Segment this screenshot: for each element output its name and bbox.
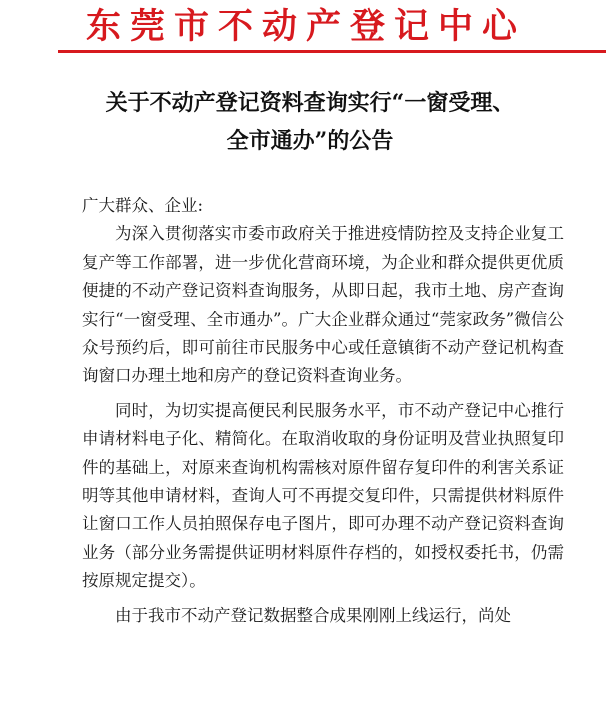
salutation: 广大群众、企业: — [82, 196, 204, 215]
paragraph-2: 同时，为切实提高便民利民服务水平，市不动产登记中心推行申请材料电子化、精简化。在取消收取的身份证明及营业执照复印件的基础上，对原来查询机构需核对原件留存复印件的利害关系证明等其他申请材料，查询人可不再提交复印件，只需提供材料原件让窗口工作人员拍照保存电子图片，即可办理不动产登记资料查询业务（部分业务需提供证明材料原件存档的，如授权委托书，仍需按原规定提交）。 — [82, 400, 564, 591]
notice-title-line-2: 全市通办”的公告 — [226, 128, 394, 154]
notice-title-line-1: 关于不动产登记资料查询实行“一窗受理、 — [105, 90, 515, 116]
letterhead — [0, 0, 612, 64]
letterhead-divider — [58, 50, 606, 53]
notice-body — [82, 192, 564, 630]
organization-name: 东莞市不动产登记中心 — [85, 7, 526, 47]
paragraph-1: 为深入贯彻落实市委市政府关于推进疫情防控及支持企业复工复产等工作部署，进一步优化营商环境，为企业和群众提供更优质便捷的不动产登记资料查询服务，从即日起，我市土地、房产查询实行“一窗受理、全市通办”。广大企业群众通过“莞家政务”微信公众号预约后，即可前往市民服务中心或任意镇街不动产登记机构查询窗口办理土地和房产的登记资料查询业务。 — [82, 224, 564, 386]
notice-title — [30, 84, 590, 160]
paragraph-3: 由于我市不动产登记数据整合成果刚刚上线运行，尚处 — [115, 605, 511, 625]
